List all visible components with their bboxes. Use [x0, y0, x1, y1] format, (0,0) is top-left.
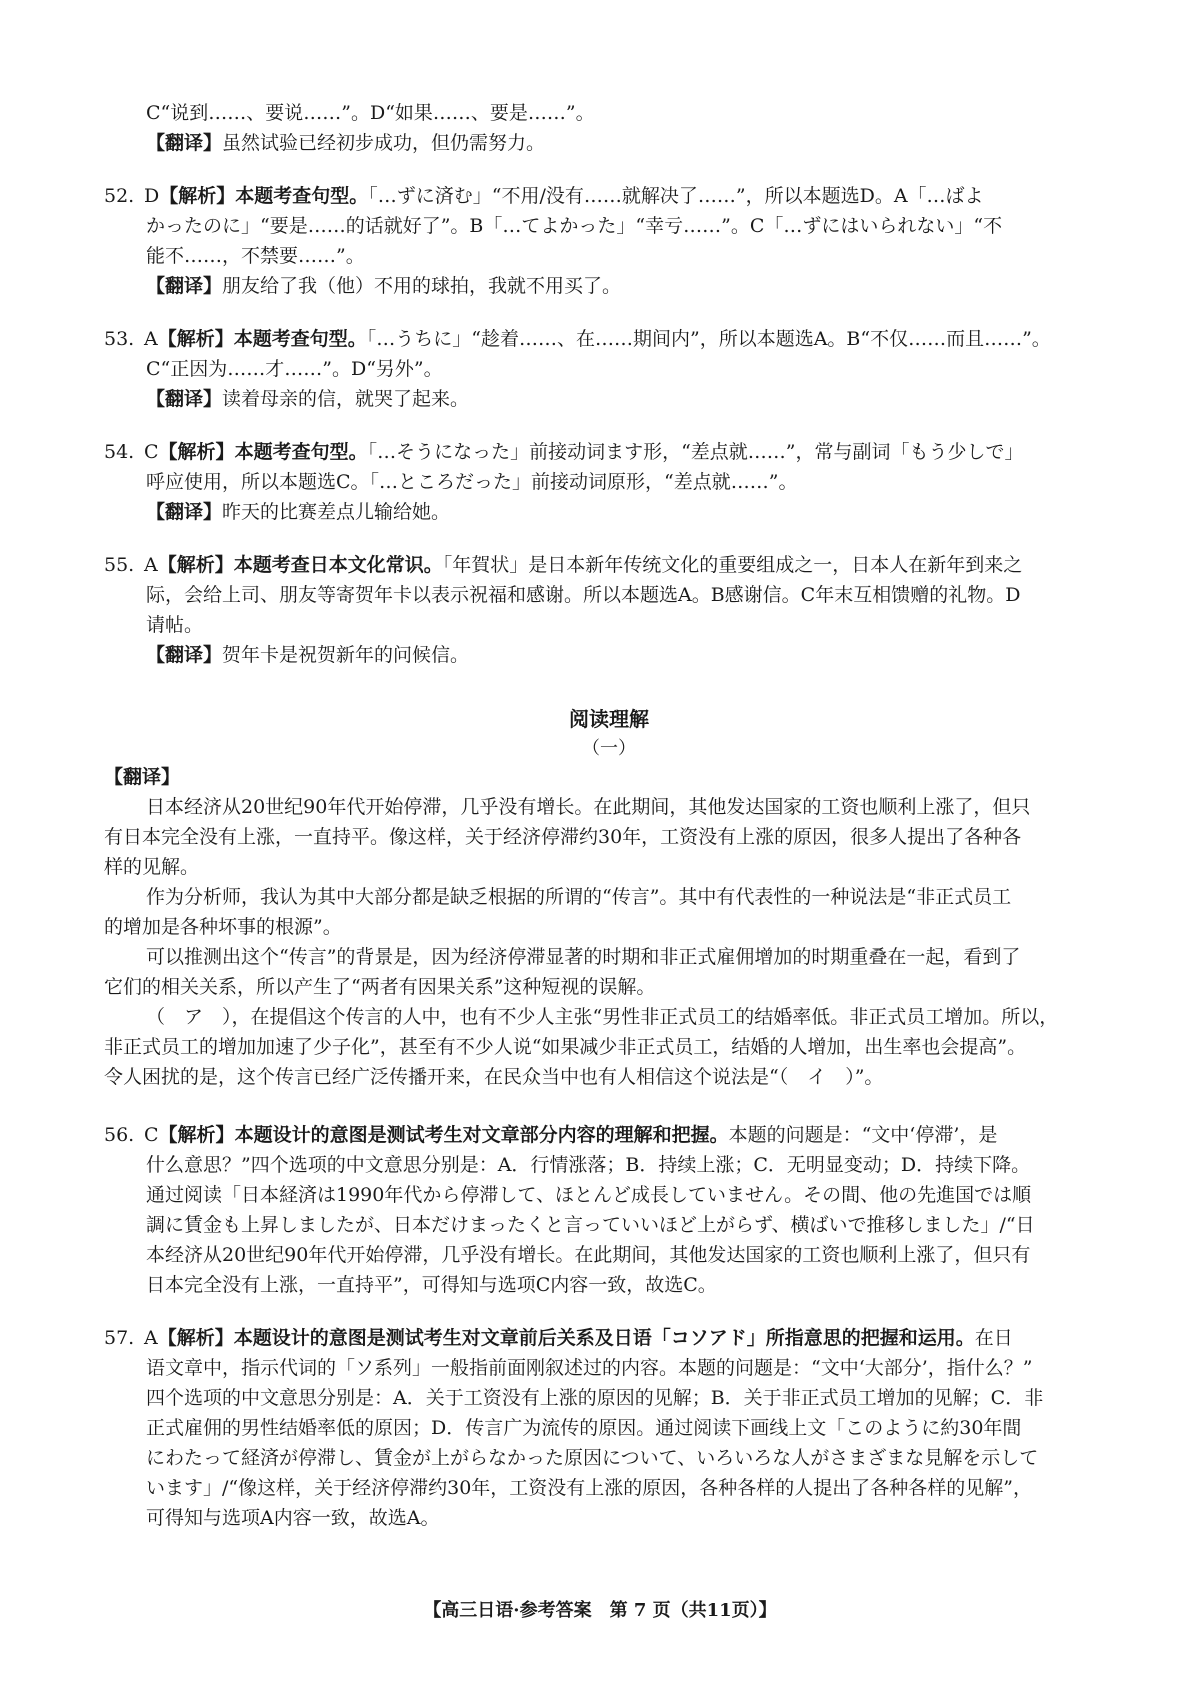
question-56	[104, 1120, 1114, 1300]
paragraph-line: 它们的相关关系，所以产生了“两者有因果关系”这种短视的误解。	[104, 976, 656, 998]
paragraph-line: 可以推测出这个“传言”的背景是，因为经济停滞显著的时期和非正式雇佣增加的时期重叠在一起，看到了	[146, 946, 1021, 968]
reading-paragraph-1	[104, 792, 1114, 882]
q56-line-6: 日本完全没有上涨，一直持平”，可得知与选项C内容一致，故选C。	[146, 1274, 717, 1296]
question-51-tail	[104, 98, 1114, 158]
paragraph-line: （ ア ），在提倡这个传言的人中，也有不少人主张“男性非正式员工的结婚率低。非正式员工增加。所以，	[146, 1006, 1059, 1028]
question-55	[104, 550, 1114, 670]
paragraph-line: 非正式员工的增加加速了少子化”，甚至有不少人说“如果减少非正式员工，结婚的人增加，出生率也会提高”。	[104, 1036, 1027, 1058]
translation-text: 虽然试验已经初步成功，但仍需努力。	[222, 132, 546, 154]
q57-line-4: 正式雇佣的男性结婚率低的原因；D．传言广为流传的原因。通过阅读下画线上文「このように約30年間	[146, 1417, 1022, 1439]
analysis-label: 【解析】	[159, 185, 236, 207]
q55-line-2: 际，会给上司、朋友等寄贺年卡以表示祝福和感谢。所以本题选A。B感谢信。C年末互相馈赠的礼物。D	[146, 584, 1021, 606]
analysis-label: 【解析】	[157, 554, 234, 576]
q52-line-1	[104, 181, 1114, 211]
analysis-lead: 本题考查句型。	[234, 441, 368, 463]
answer-letter: A	[144, 328, 158, 350]
paragraph-line: 令人困扰的是，这个传言已经广泛传播开来，在民众当中也有人相信这个说法是“（ イ ）”。	[104, 1066, 884, 1088]
q56-line-1	[104, 1120, 1114, 1150]
q54-translation	[104, 497, 1114, 527]
q54-line-1	[104, 437, 1114, 467]
q55-line-3: 请帖。	[146, 614, 204, 636]
q56-line-2: 什么意思？”四个选项的中文意思分别是：A．行情涨落；B．持续上涨；C．无明显变动；D．持续下降。	[146, 1154, 1031, 1176]
q52-line-2: かったのに」“要是……的话就好了”。B「…てよかった」“幸亏……”。C「…ずにはいられない」“不	[146, 215, 1003, 237]
reading-paragraph-3	[104, 942, 1114, 1002]
analysis-label: 【解析】	[157, 1327, 234, 1349]
reading-paragraph-4	[104, 1002, 1114, 1092]
section-subtitle: （一）	[582, 738, 636, 759]
analysis-text: 「…うちに」“趁着……、在……期间内”，所以本题选A。B“不仅……而且……”。	[366, 328, 1051, 350]
analysis-lead: 本题考查日本文化常识。	[233, 554, 443, 576]
q55-line-1	[104, 550, 1114, 580]
question-number: 56.	[104, 1124, 135, 1146]
q52-line-3: 能不……，不禁要……”。	[146, 245, 365, 267]
question-number: 53.	[104, 328, 135, 350]
q53-line-1	[104, 324, 1114, 354]
analysis-lead: 本题考查句型。	[233, 328, 367, 350]
question-54	[104, 437, 1114, 527]
analysis-lead: 本题设计的意图是测试考生对文章前后关系及日语「コソアド」所指意思的把握和运用。	[233, 1327, 975, 1349]
analysis-lead: 本题设计的意图是测试考生对文章部分内容的理解和把握。	[234, 1124, 729, 1146]
translation-label: 【翻译】	[146, 388, 223, 410]
answer-letter: A	[144, 554, 158, 576]
page-content	[104, 98, 1114, 1533]
analysis-text: 「…そうになった」前接动词ます形，“差点就……”，常与副词「もう少しで」	[367, 441, 1024, 463]
question-number: 52.	[104, 185, 135, 207]
reading-paragraph-2	[104, 882, 1114, 942]
question-number: 57.	[104, 1327, 135, 1349]
q57-line-2: 语文章中，指示代词的「ソ系列」一般指前面刚叙述过的内容。本题的问题是：“文中‘大部分’，指什么？”	[146, 1357, 1033, 1379]
translation-text: 朋友给了我（他）不用的球拍，我就不用买了。	[222, 275, 622, 297]
analysis-text: 在日	[974, 1327, 1013, 1349]
analysis-label: 【解析】	[158, 441, 235, 463]
analysis-lead: 本题考查句型。	[235, 185, 369, 207]
q52-translation	[104, 271, 1114, 301]
reading-translation	[104, 762, 1114, 1092]
reading-translation-label: 【翻译】	[104, 766, 181, 788]
q56-line-5: 本经济从20世纪90年代开始停滞，几乎没有增长。在此期间，其他发达国家的工资也顺利上涨了，但只有	[146, 1244, 1031, 1266]
q57-line-3: 四个选项的中文意思分别是：A．关于工资没有上涨的原因的见解；B．关于非正式员工增加的见解；C．非	[146, 1387, 1044, 1409]
q55-translation	[104, 640, 1114, 670]
answer-letter: C	[144, 441, 159, 463]
analysis-label: 【解析】	[158, 1124, 235, 1146]
analysis-text: 「年賀状」是日本新年传统文化的重要组成之一，日本人在新年到来之	[442, 554, 1023, 576]
analysis-text: 本题的问题是：“文中‘停滞’，是	[728, 1124, 998, 1146]
paragraph-line: 的增加是各种坏事的根源”。	[104, 916, 342, 938]
question-52	[104, 181, 1114, 301]
answer-letter: C	[144, 1124, 159, 1146]
q53-line-2: C“正因为……才……”。D“另外”。	[146, 358, 443, 380]
translation-label: 【翻译】	[146, 132, 223, 154]
q51-explanation-line: C“说到……、要说……”。D“如果……、要是……”。	[146, 102, 595, 124]
analysis-text: 「…ずに済む」“不用/没有……就解决了……”，所以本题选D。A「…ばよ	[368, 185, 984, 207]
q57-line-6: います」/“像这样，关于经济停滞约30年，工资没有上涨的原因，各种各样的人提出了各种各样的见解”，	[146, 1477, 1033, 1499]
paragraph-line: 作为分析师，我认为其中大部分都是缺乏根据的所谓的“传言”。其中有代表性的一种说法是“非正式员工	[146, 886, 1012, 908]
q53-translation	[104, 384, 1114, 414]
answer-letter: D	[144, 185, 160, 207]
question-53	[104, 324, 1114, 414]
q56-line-4: 調に賃金も上昇しましたが、日本だけまったくと言っていいほど上がらず、横ばいで推移しました」/“日	[146, 1214, 1035, 1236]
translation-text: 贺年卡是祝贺新年的问候信。	[222, 644, 470, 666]
q57-line-1	[104, 1323, 1114, 1353]
paragraph-line: 日本经济从20世纪90年代开始停滞，几乎没有增长。在此期间，其他发达国家的工资也顺利上涨了，但只	[146, 796, 1031, 818]
paragraph-line: 样的见解。	[104, 856, 200, 878]
paragraph-line: 有日本完全没有上涨，一直持平。像这样，关于经济停滞约30年，工资没有上涨的原因，很多人提出了各种各	[104, 826, 1022, 848]
answer-letter: A	[144, 1327, 158, 1349]
question-number: 55.	[104, 554, 135, 576]
q54-line-2: 呼应使用，所以本题选C。「…ところだった」前接动词原形，“差点就……”。	[146, 471, 798, 493]
translation-label: 【翻译】	[146, 644, 223, 666]
question-number: 54.	[104, 441, 135, 463]
page-footer: 【高三日语·参考答案 第 7 页（共11页）】	[423, 1600, 777, 1621]
translation-label: 【翻译】	[146, 501, 223, 523]
translation-label: 【翻译】	[146, 275, 223, 297]
question-57	[104, 1323, 1114, 1533]
section-title: 阅读理解	[569, 707, 649, 731]
translation-text: 读着母亲的信，就哭了起来。	[222, 388, 470, 410]
translation-text: 昨天的比赛差点儿输给她。	[222, 501, 451, 523]
analysis-label: 【解析】	[157, 328, 234, 350]
q56-line-3: 通过阅读「日本経済は1990年代から停滞して、ほとんど成長していません。その間、他の先進国では順	[146, 1184, 1032, 1206]
q57-line-7: 可得知与选项A内容一致，故选A。	[146, 1507, 440, 1529]
q51-translation	[104, 128, 1114, 158]
q57-line-5: にわたって経済が停滞し、賃金が上がらなかった原因について、いろいろな人がさまざまな見解を示して	[146, 1447, 1039, 1469]
